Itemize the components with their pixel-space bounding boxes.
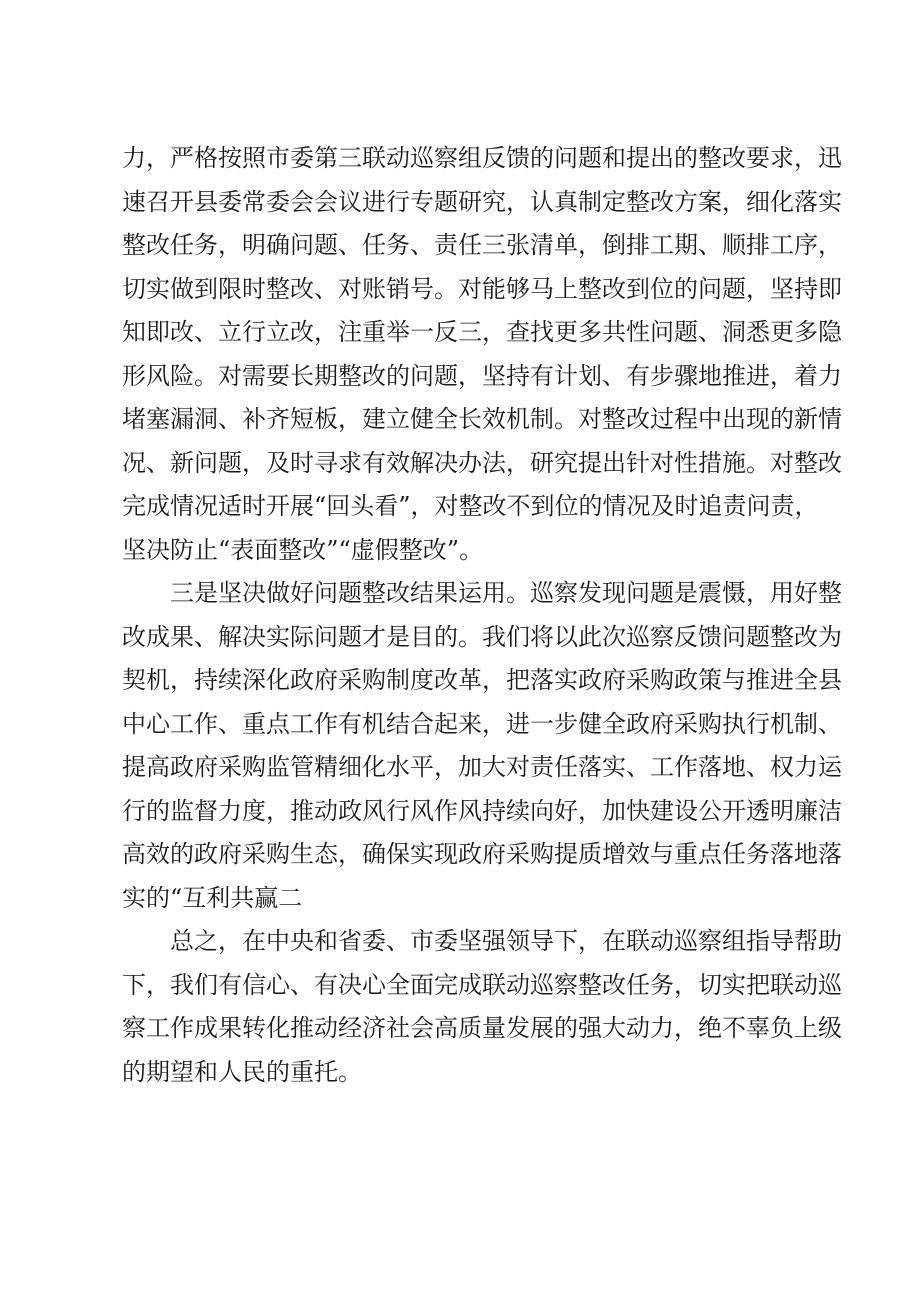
- text-line: 堵塞漏洞、补齐短板，建立健全长效机制。对整改过程中出现的新情: [122, 405, 842, 433]
- text-line: 高效的政府采购生态，确保实现政府采购提质增效与重点任务落地落: [122, 840, 842, 868]
- text-line: 契机，持续深化政府采购制度改革，把落实政府采购政策与推进全县: [122, 666, 842, 694]
- text-line: 察工作成果转化推动经济社会高质量发展的强大动力，绝不辜负上级: [122, 1014, 842, 1042]
- text-line: 况、新问题，及时寻求有效解决办法，研究提出针对性措施。对整改: [122, 448, 842, 477]
- text-line: 完成情况适时开展“回头看”，对整改不到位的情况及时追责问责，: [122, 492, 819, 520]
- text-line: 力，严格按照市委第三联动巡察组反馈的问题和提出的整改要求，迅: [122, 144, 842, 172]
- text-line: 知即改、立行立改，注重举一反三，查找更多共性问题、洞悉更多隐: [122, 318, 842, 346]
- text-line: 速召开县委常委会会议进行专题研究，认真制定整改方案，细化落实: [122, 187, 842, 216]
- text-line: 行的监督力度，推动政风行风作风持续向好，加快建设公开透明廉洁: [122, 796, 842, 825]
- text-line: 三是坚决做好问题整改结果运用。巡察发现问题是震慑，用好整: [122, 579, 842, 607]
- text-line: 切实做到限时整改、对账销号。对能够马上整改到位的问题，坚持即: [122, 274, 842, 303]
- text-line: 的期望和人民的重托。: [122, 1057, 362, 1086]
- text-line: 提高政府采购监管精细化水平，加大对责任落实、工作落地、权力运: [122, 753, 842, 781]
- text-line: 改成果、解决实际问题才是目的。我们将以此次巡察反馈问题整改为: [122, 622, 842, 651]
- text-line: 实的“互利共赢二: [122, 883, 303, 912]
- text-line: 中心工作、重点工作有机结合起来，进一步健全政府采购执行机制、: [122, 709, 842, 738]
- text-line: 总之，在中央和省委、市委坚强领导下，在联动巡察组指导帮助: [122, 927, 842, 955]
- text-line: 坚决防止“表面整改”“虚假整改”。: [122, 535, 484, 564]
- text-line: 下，我们有信心、有决心全面完成联动巡察整改任务，切实把联动巡: [122, 970, 842, 999]
- text-line: 形风险。对需要长期整改的问题，坚持有计划、有步骤地推进，着力: [122, 361, 842, 390]
- text-line: 整改任务，明确问题、任务、责任三张清单，倒排工期、顺排工序，: [122, 231, 842, 259]
